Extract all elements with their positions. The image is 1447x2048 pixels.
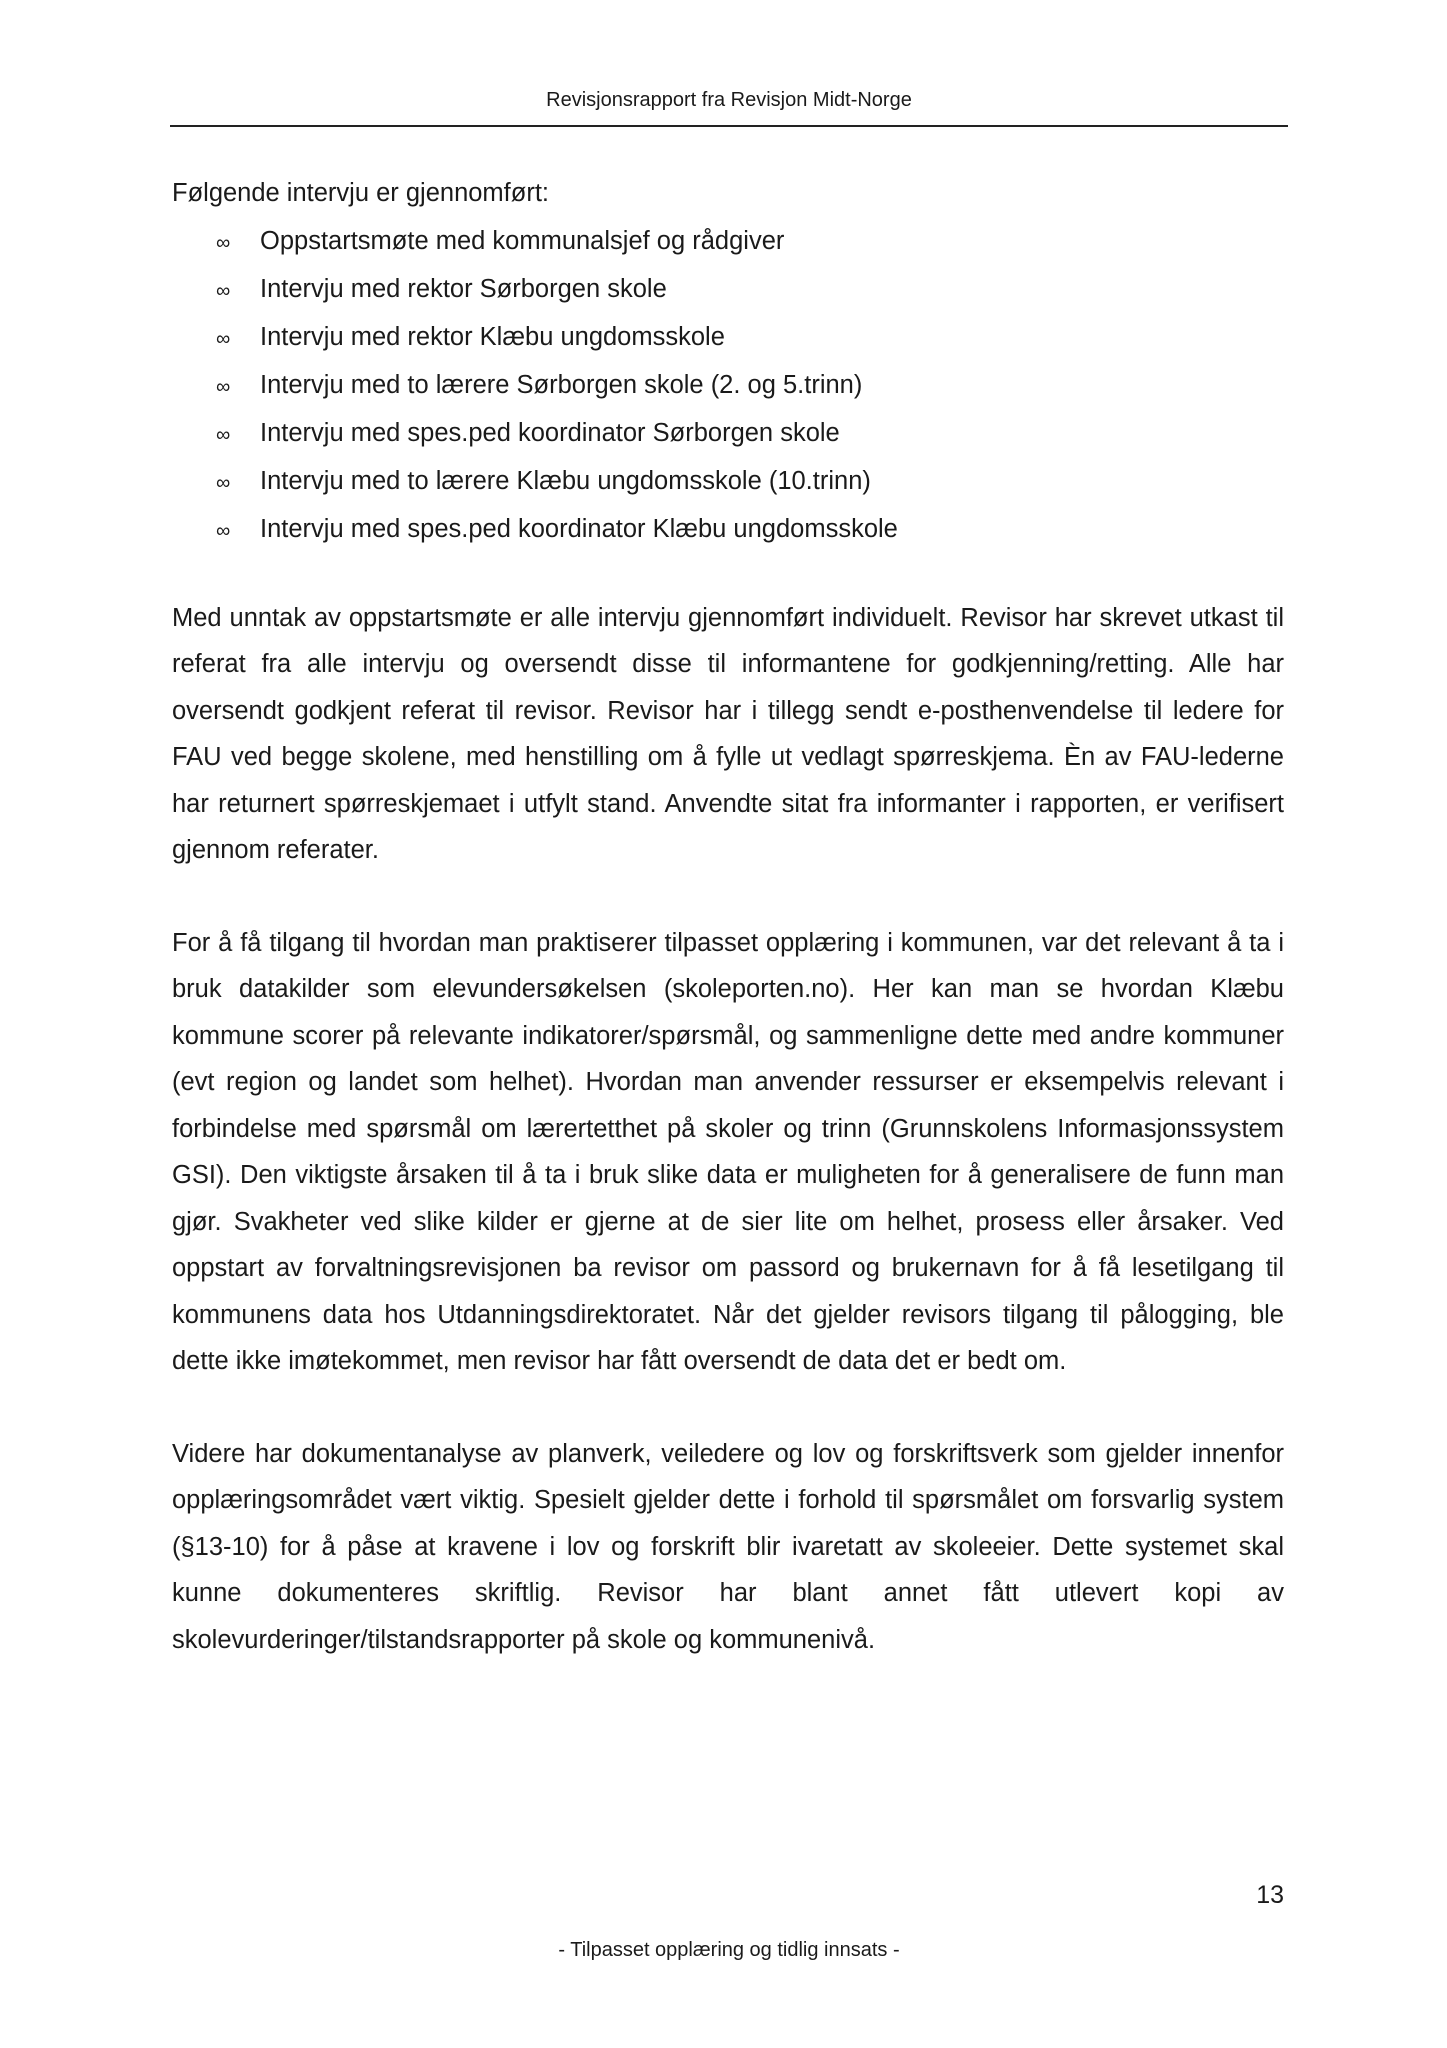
paragraph-data-sources: For å få tilgang til hvordan man praktiserer tilpasset opplæring i kommunen, var det relevant å ta i bruk datakilder som elevundersøkelsen (skoleporten.no). Her kan man se hvordan Klæbu kommune scorer på relevante indikatorer/spørsmål, og sammenligne dette med andre kommuner (evt region og landet som helhet). Hvordan man anvender ressurser er eksempelvis relevant i forbindelse med spørsmål om lærertetthet på skoler og trinn (Grunnskolens Informasjonssystem GSI). Den viktigste årsaken til å ta i bruk slike data er muligheten for å generalisere de funn man gjør. Svakheter ved slike kilder er gjerne at de sier lite om helhet, prosess eller årsaker. Ved oppstart av forvaltningsrevisjonen ba revisor om passord og brukernavn for å få lesetilgang til kommunens data hos Utdanningsdirektoratet. Når det gjelder revisors tilgang til pålogging, ble dette ikke imøtekommet, men revisor har fått oversendt de data det er bedt om. <box>172 928 1284 1375</box>
infinity-bullet-icon: ∞ <box>216 471 231 494</box>
infinity-bullet-icon: ∞ <box>216 375 231 398</box>
interviews-intro: Følgende intervju er gjennomført: <box>172 179 549 207</box>
infinity-bullet-icon: ∞ <box>216 327 231 350</box>
list-item-text: Intervju med to lærere Klæbu ungdomsskole (10.trinn) <box>260 466 871 495</box>
interview-list <box>172 217 1284 553</box>
list-item <box>172 409 1284 457</box>
page-number: 13 <box>1256 1881 1284 1909</box>
list-item <box>172 505 1284 553</box>
header-rule <box>170 125 1288 127</box>
paragraph-interview-method: Med unntak av oppstartsmøte er alle intervju gjennomført individuelt. Revisor har skrevet utkast til referat fra alle intervju og oversendt disse til informantene for godkjenning/retting. Alle har oversendt godkjent referat til revisor. Revisor har i tillegg sendt e-posthenvendelse til ledere for FAU ved begge skolene, med henstilling om å fylle ut vedlagt spørreskjema. Èn av FAU-lederne har returnert spørreskjemaet i utfylt stand. Anvendte sitat fra informanter i rapporten, er verifisert gjennom referater. <box>172 603 1284 864</box>
paragraph-document-analysis: Videre har dokumentanalyse av planverk, veiledere og lov og forskriftsverk som gjelder innenfor opplæringsområdet vært viktig. Spesielt gjelder dette i forhold til spørsmålet om forsvarlig system (§13-10) for å påse at kravene i lov og forskrift blir ivaretatt av skoleeier. Dette systemet skal kunne dokumenteres skriftlig. Revisor har blant annet fått utlevert kopi av skolevurderinger/tilstandsrapporter på skole og kommunenivå. <box>172 1439 1284 1654</box>
infinity-bullet-icon: ∞ <box>216 423 231 446</box>
list-item-text: Intervju med spes.ped koordinator Klæbu ungdomsskole <box>260 514 898 543</box>
list-item-text: Intervju med rektor Sørborgen skole <box>260 274 667 303</box>
list-item-text: Oppstartsmøte med kommunalsjef og rådgiver <box>260 226 785 255</box>
list-item-text: Intervju med rektor Klæbu ungdomsskole <box>260 322 725 351</box>
list-item <box>172 361 1284 409</box>
list-item <box>172 265 1284 313</box>
header-title: Revisjonsrapport fra Revisjon Midt-Norge <box>546 89 912 111</box>
infinity-bullet-icon: ∞ <box>216 519 231 542</box>
list-item <box>172 313 1284 361</box>
page-content <box>172 170 1284 1663</box>
list-item <box>172 217 1284 265</box>
infinity-bullet-icon: ∞ <box>216 279 231 302</box>
list-item <box>172 457 1284 505</box>
infinity-bullet-icon: ∞ <box>216 231 231 254</box>
list-item-text: Intervju med to lærere Sørborgen skole (2. og 5.trinn) <box>260 370 863 399</box>
footer-title: - Tilpasset opplæring og tidlig innsats - <box>558 1939 900 1961</box>
list-item-text: Intervju med spes.ped koordinator Sørborgen skole <box>260 418 840 447</box>
